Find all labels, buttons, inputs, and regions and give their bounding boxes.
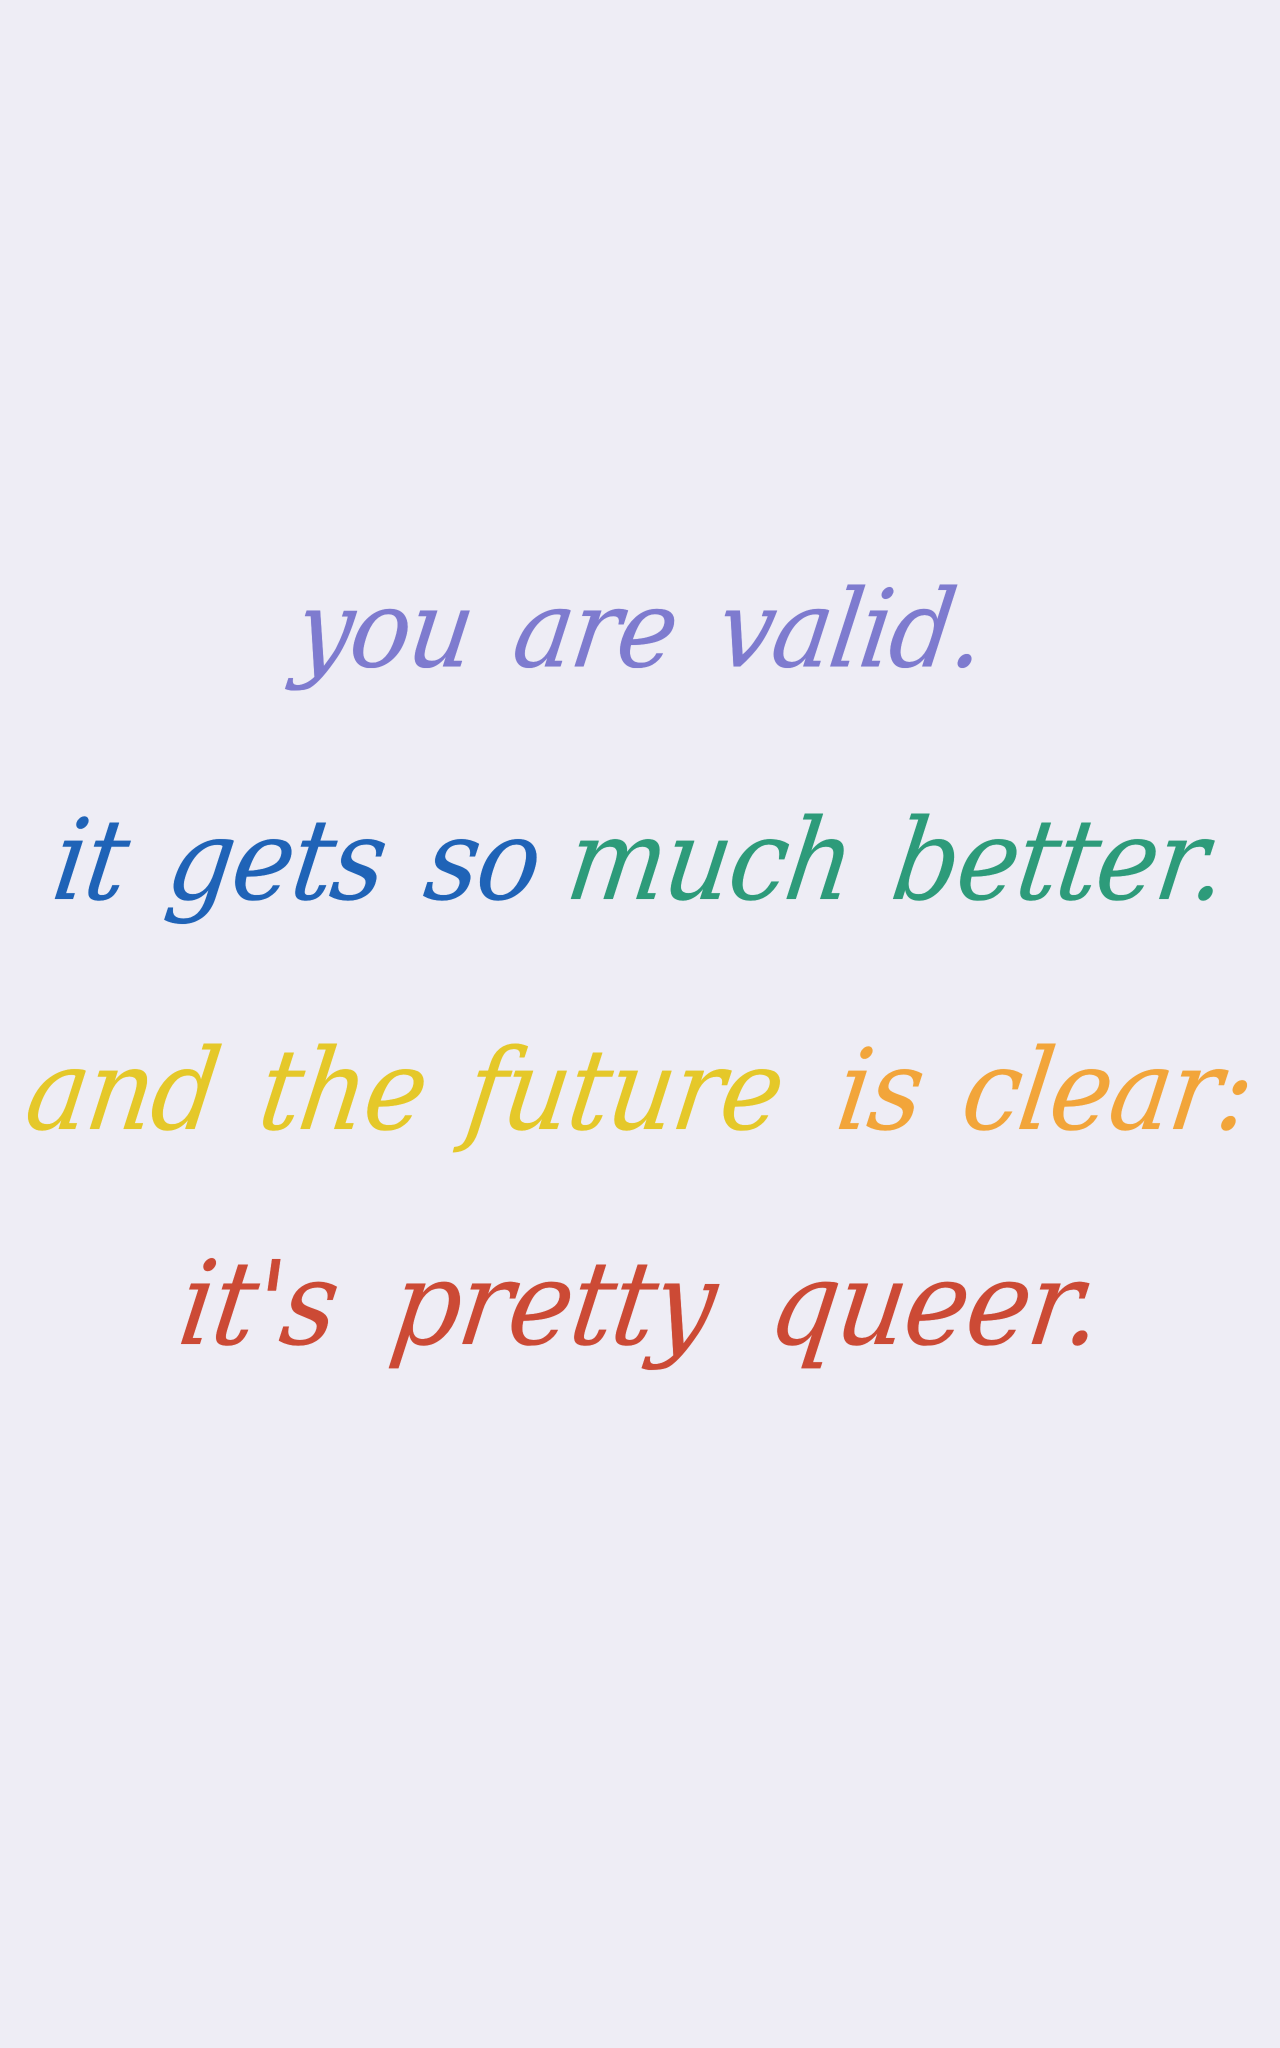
word-and: and (18, 1024, 227, 1156)
word-pretty: pretty (383, 1236, 724, 1372)
quote-line-3 (0, 1020, 1280, 1190)
word-the: the (251, 1024, 435, 1156)
word-so: so (418, 794, 549, 926)
word-queer: queer. (761, 1236, 1109, 1372)
word-it: it (45, 794, 136, 926)
quote-line-1 (0, 560, 1280, 730)
word-its: it's (171, 1236, 346, 1372)
word-clear: clear: (955, 1024, 1262, 1156)
quote-line-4 (0, 1235, 1280, 1405)
word-much: much (559, 794, 861, 926)
word-valid: valid. (710, 566, 992, 693)
word-you: you (288, 566, 482, 693)
word-future: future (458, 1024, 791, 1156)
quote-line-2 (0, 790, 1280, 960)
word-are: are (506, 566, 685, 693)
word-better: better. (885, 794, 1235, 926)
word-is: is (829, 1024, 931, 1156)
word-gets: gets (159, 794, 394, 926)
